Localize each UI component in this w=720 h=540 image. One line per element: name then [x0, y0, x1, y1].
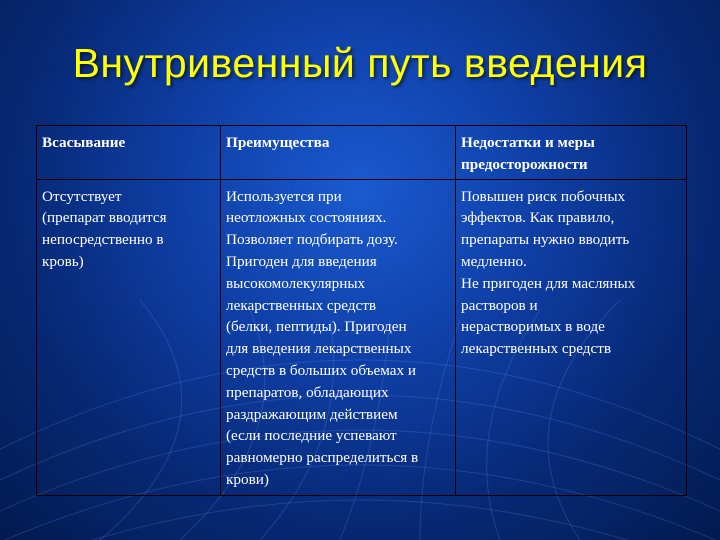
table-header-row	[37, 126, 687, 180]
cell-line: Пригоден для введения	[226, 252, 377, 270]
header-advantages	[221, 126, 456, 180]
cell-line: препараты нужно вводить	[461, 231, 630, 249]
cell-line: крови)	[226, 470, 269, 488]
cell-line: (если последние успевают	[226, 427, 397, 445]
cell-line: препаратов, обладающих	[226, 383, 389, 401]
cell-line: раздражающим действием	[226, 405, 398, 423]
cell-line: Повышен риск побочных	[461, 187, 626, 205]
header-advantages-text: Преимущества	[226, 134, 330, 151]
header-absorption	[37, 126, 221, 180]
cell-line: кровь)	[42, 252, 84, 270]
cell-line: нерастворимых в воде	[461, 318, 605, 336]
cell-absorption	[37, 179, 221, 495]
comparison-table	[36, 125, 687, 496]
cell-line: медленно.	[461, 252, 527, 270]
cell-line: эффектов. Как правило,	[461, 209, 615, 227]
cell-line: равномерно распределиться в	[226, 449, 419, 467]
cell-line: для введения лекарственных	[226, 340, 412, 358]
cell-line: непосредственно в	[42, 231, 164, 249]
cell-line: Не пригоден для масляных	[461, 274, 636, 292]
cell-line: Позволяет подбирать дозу.	[226, 231, 398, 249]
page-title: Внутривенный путь введения	[72, 40, 648, 86]
cell-line: высокомолекулярных	[226, 274, 366, 292]
cell-line: Используется при	[226, 187, 342, 205]
cell-line: (белки, пептиды). Пригоден	[226, 318, 407, 336]
cell-line: средств в больших объемах и	[226, 361, 417, 379]
cell-line: лекарственных средств	[461, 340, 612, 358]
header-disadvantages-line: предосторожности	[461, 155, 588, 173]
cell-line: Отсутствует	[42, 187, 122, 205]
cell-line: (препарат вводится	[42, 209, 167, 227]
cell-disadvantages	[456, 179, 687, 495]
cell-advantages	[221, 179, 456, 495]
header-disadvantages-line: Недостатки и меры	[461, 134, 595, 151]
cell-line: растворов и	[461, 296, 538, 314]
cell-line: неотложных состояниях.	[226, 209, 387, 227]
header-disadvantages	[456, 126, 687, 180]
header-absorption-text: Всасывание	[42, 134, 126, 151]
cell-line: лекарственных средств	[226, 296, 377, 314]
table-row	[37, 179, 687, 495]
